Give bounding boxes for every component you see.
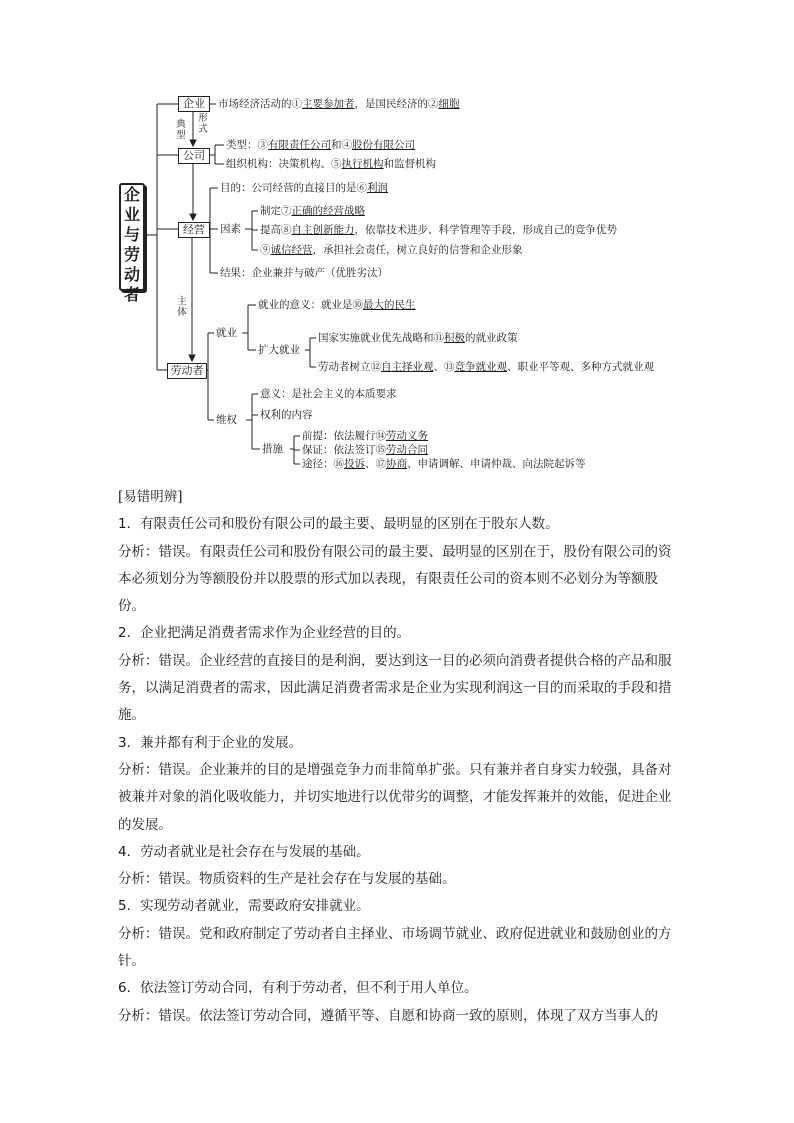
operation-goal-text: 目的：公司经营的直接目的是⑥: [220, 182, 367, 194]
rights-content: 权利的内容: [260, 409, 313, 421]
measure-channels: [302, 458, 586, 471]
measure-channels-text-3: 、申请调解、申请仲裁、向法院起诉等: [407, 458, 586, 470]
blank-11-answer: 积极: [444, 332, 465, 344]
factor-innovation: [260, 224, 617, 237]
analysis-3: 分析：错误。企业兼并的目的是增强竞争力而非简单扩张。只有兼并者自身实力较强，具备对被兼并对象的消化吸收能力，并切实地进行以优带劣的调整，才能发挥兼并的效能，促进企业的发展。: [118, 761, 672, 833]
branch-measures: 措施: [262, 443, 283, 455]
factor-integrity: [260, 244, 523, 257]
error-analysis-section: [118, 484, 678, 1030]
link-label-typical: 典型: [176, 119, 186, 141]
branch-rights: 维权: [216, 414, 237, 426]
analysis-6: 分析：错误。依法签订劳动合同，遵循平等、自愿和协商一致的原则，体现了双方当事人的: [118, 1007, 658, 1024]
operation-factor-label: 因素: [220, 223, 241, 235]
node-company: 公司: [178, 148, 210, 164]
link-label-form: 形式: [198, 113, 208, 135]
operation-result: 结果：企业兼并与破产（优胜劣汰）: [220, 267, 388, 279]
blank-1-answer: 主要参加者: [302, 98, 355, 110]
link-label-subject: 主体: [177, 296, 187, 318]
node-laborer: 劳动者: [167, 363, 207, 379]
employment-meaning: [258, 299, 416, 312]
analysis-4: 分析：错误。物质资料的生产是社会存在与发展的基础。: [118, 871, 456, 888]
enterprise-description: [218, 98, 460, 111]
expand-attitude: [318, 361, 654, 374]
measure-premise-text: 前提：依法履行⑭: [302, 430, 386, 442]
knowledge-structure-diagram: [0, 0, 794, 480]
question-4: 4．劳动者就业是社会存在与发展的基础。: [118, 843, 370, 860]
company-type-text: 类型：③: [226, 139, 268, 151]
question-3: 3．兼并都有利于企业的发展。: [118, 734, 303, 751]
expand-policy-text: 国家实施就业优先战略和⑪: [318, 332, 444, 344]
blank-14-answer: 劳动义务: [386, 430, 428, 442]
branch-expand-employment: 扩大就业: [258, 344, 300, 356]
blank-9-answer: 诚信经营: [270, 244, 313, 256]
blank-13-answer: 竞争就业观: [454, 361, 507, 373]
question-6: 6．依法签订劳动合同，有利于劳动者，但不利于用人单位。: [118, 980, 478, 997]
blank-6-answer: 利润: [367, 182, 388, 194]
measure-channels-text: 途径：⑯: [302, 458, 344, 470]
blank-4-answer: 股份有限公司: [352, 139, 415, 151]
analysis-1: 分析：错误。有限责任公司和股份有限公司的最主要、最明显的区别在于，股份有限公司的资本必须划分为等额股份并以股票的形式加以表现，有限责任公司的资本则不必划分为等额股份。: [118, 543, 672, 615]
factor-integrity-text: ⑨: [260, 244, 271, 256]
node-operation: 经营: [178, 222, 210, 238]
blank-3-answer: 有限责任公司: [268, 139, 331, 151]
factor-strategy-text: 制定⑦: [260, 205, 292, 217]
question-1: 1．有限责任公司和股份有限公司的最主要、最明显的区别在于股东人数。: [118, 516, 559, 533]
measure-guarantee-text: 保证：依法签订⑮: [302, 444, 386, 456]
blank-16-answer: 投诉: [344, 458, 365, 470]
expand-policy: [318, 332, 518, 345]
analysis-2: 分析：错误。企业经营的直接目的是利润，要达到这一目的必须向消费者提供合格的产品和服务，以满足消费者的需求，因此满足消费者需求是企业为实现利润这一目的而采取的手段和措施。: [118, 652, 672, 724]
expand-attitude-text-3: 、职业平等观、多种方式就业观: [507, 361, 654, 373]
factor-strategy: [260, 205, 365, 218]
operation-goal: [220, 182, 388, 195]
blank-17-answer: 协商: [386, 458, 407, 470]
blank-2-answer: 细胞: [438, 98, 460, 110]
section-title: [易错明辨]: [118, 489, 183, 505]
measure-channels-text-2: 、⑰: [365, 458, 386, 470]
factor-integrity-text-2: ，承担社会责任，树立良好的信誉和企业形象: [312, 244, 523, 256]
branch-employment: 就业: [216, 327, 237, 339]
blank-10-answer: 最大的民生: [363, 299, 416, 311]
rights-meaning: 意义：是社会主义的本质要求: [260, 388, 397, 400]
employment-meaning-text: 就业的意义：就业是⑩: [258, 299, 363, 311]
expand-attitude-text-2: 、⑬: [433, 361, 455, 373]
company-type-text-2: 和④: [331, 139, 352, 151]
blank-8-answer: 自主创新能力: [291, 224, 355, 236]
blank-7-answer: 正确的经营战略: [291, 205, 365, 217]
measure-guarantee: [302, 444, 428, 457]
question-2: 2．企业把满足消费者需求作为企业经营的目的。: [118, 625, 411, 642]
enterprise-desc-text-2: ，是国民经济的②: [354, 98, 439, 110]
measure-premise: [302, 430, 428, 443]
blank-12-answer: 自主择业观: [381, 361, 434, 373]
company-org-text: 组织机构：决策机构、⑤: [226, 158, 342, 170]
node-enterprise: 企业: [178, 96, 210, 112]
question-5: 5．实现劳动者就业，需要政府安排就业。: [118, 898, 370, 915]
expand-policy-text-2: 的就业政策: [465, 332, 518, 344]
blank-5-answer: 执行机构: [341, 158, 384, 170]
company-organization: [226, 158, 436, 171]
factor-innovation-text: 提高⑧: [260, 224, 292, 236]
root-node-enterprise-and-laborer: 企业与劳动者: [119, 183, 145, 291]
analysis-5: 分析：错误。党和政府制定了劳动者自主择业、市场调节就业、政府促进就业和鼓励创业的方针。: [118, 925, 672, 970]
company-types: [226, 139, 415, 152]
factor-innovation-text-2: ，依靠技术进步、科学管理等手段，形成自己的竞争优势: [354, 224, 617, 236]
blank-15-answer: 劳动合同: [386, 444, 428, 456]
company-org-text-2: 和监督机构: [383, 158, 436, 170]
expand-attitude-text: 劳动者树立⑫: [318, 361, 381, 373]
enterprise-desc-text: 市场经济活动的①: [218, 98, 302, 110]
